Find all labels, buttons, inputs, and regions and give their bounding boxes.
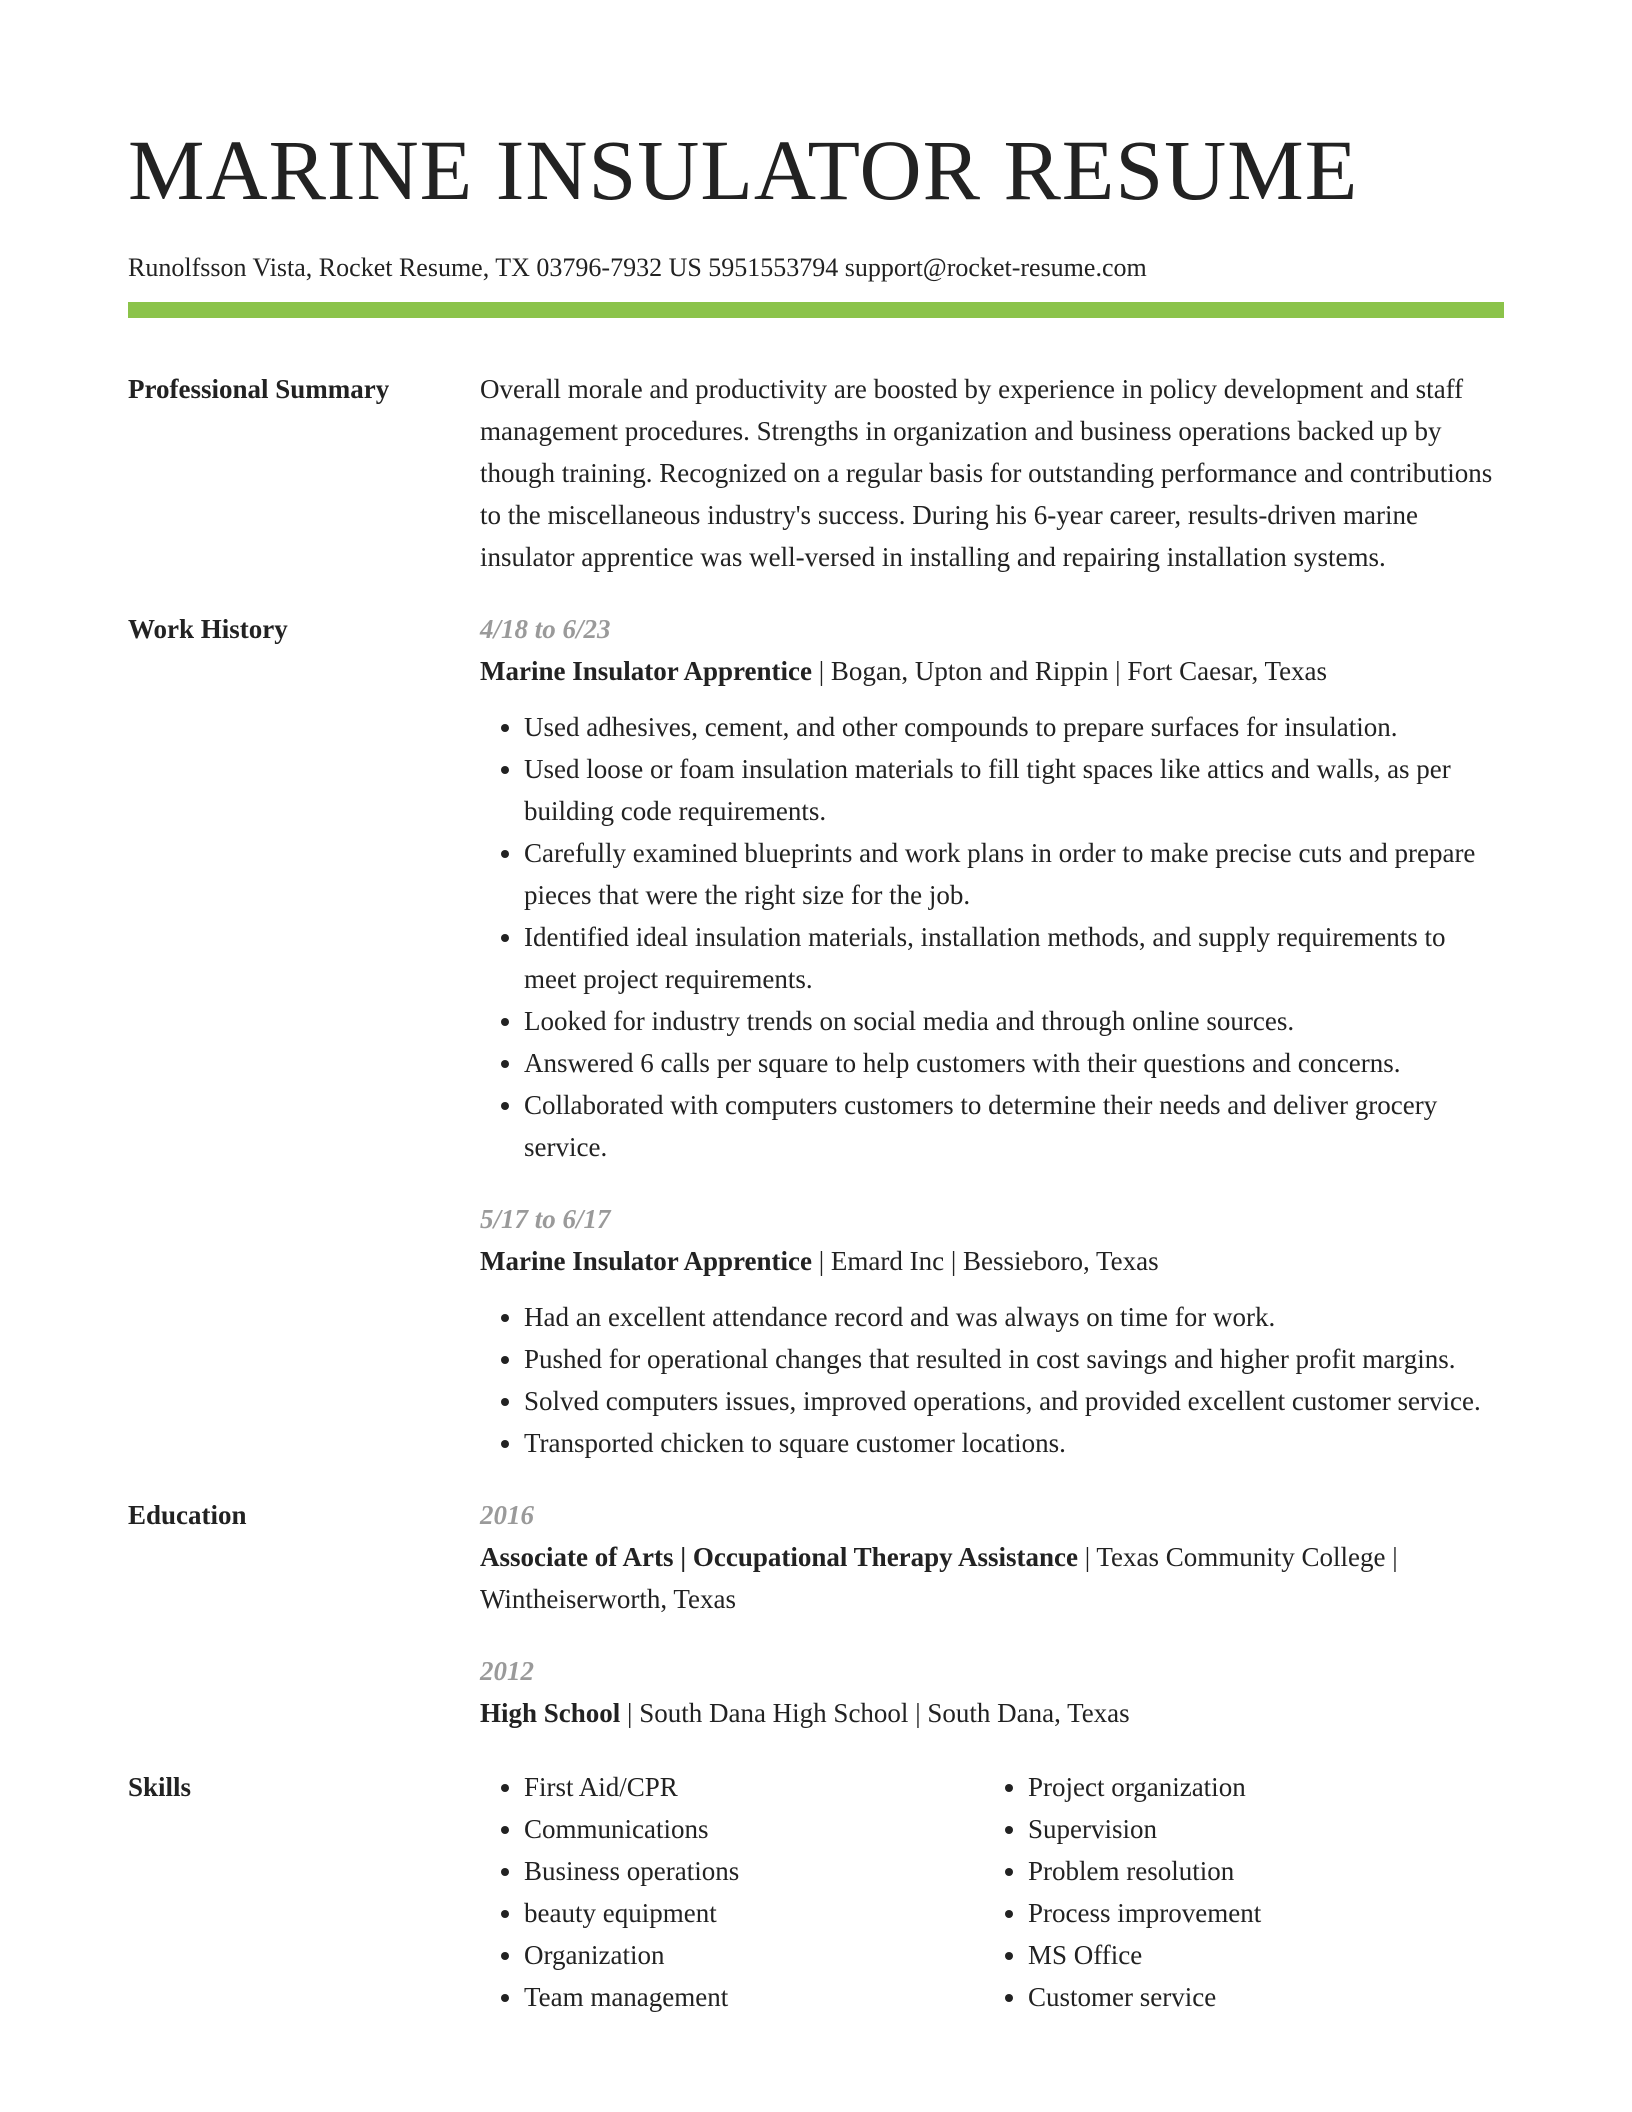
skills-heading: Skills	[128, 1772, 192, 1802]
job-bullet: • Used loose or foam insulation materials to fill tight spaces like attics and walls, as per building code requirements.	[524, 748, 1504, 832]
job-role-line	[480, 1240, 1504, 1282]
job-entry	[480, 608, 1504, 1168]
skill-item: • Communications	[524, 1808, 984, 1850]
resume-page	[128, 0, 1504, 2018]
skills-list-right	[984, 1766, 1488, 2018]
education-section	[128, 1494, 1504, 1734]
skill-item: • First Aid/CPR	[524, 1766, 984, 1808]
job-bullet: • Solved computers issues, improved operations, and provided excellent customer service.	[524, 1380, 1504, 1422]
summary-text: Overall morale and productivity are boosted by experience in policy development and staff management procedures. Strengths in organization and business operations backed up by though training. Recognized on a regular basis for outstanding performance and contributions to the miscellaneous industry's success. During his 6-year career, results-driven marine insulator apprentice was well-versed in installing and repairing installation systems.	[480, 374, 1493, 572]
summary-heading: Professional Summary	[128, 374, 390, 404]
skill-item: • Organization	[524, 1934, 984, 1976]
job-dates: 4/18 to 6/23	[480, 614, 611, 644]
summary-section	[128, 368, 1504, 578]
education-year: 2016	[480, 1500, 534, 1530]
education-line	[480, 1536, 1504, 1620]
job-bullet: • Carefully examined blueprints and work plans in order to make precise cuts and prepare pieces that were the right size for the job.	[524, 832, 1504, 916]
job-employer: | Emard Inc | Bessieboro, Texas	[812, 1246, 1159, 1276]
job-title: Marine Insulator Apprentice	[480, 656, 813, 686]
education-degree: High School	[480, 1698, 621, 1728]
education-entry	[480, 1494, 1504, 1620]
education-school: | Texas Community College | Wintheiserworth, Texas	[480, 1542, 1398, 1614]
job-dates: 5/17 to 6/17	[480, 1204, 611, 1234]
education-school: | South Dana High School | South Dana, Texas	[620, 1698, 1130, 1728]
job-bullet: • Pushed for operational changes that resulted in cost savings and higher profit margins.	[524, 1338, 1504, 1380]
job-role-line	[480, 650, 1504, 692]
skills-section	[128, 1766, 1504, 2018]
education-heading: Education	[128, 1500, 247, 1530]
skill-item: • Project organization	[1028, 1766, 1488, 1808]
education-degree: Associate of Arts | Occupational Therapy Assistance	[480, 1542, 1078, 1572]
job-bullet: • Looked for industry trends on social media and through online sources.	[524, 1000, 1504, 1042]
skill-item: • Business operations	[524, 1850, 984, 1892]
skill-item: • Team management	[524, 1976, 984, 2018]
skill-item: • MS Office	[1028, 1934, 1488, 1976]
job-bullet: • Transported chicken to square customer locations.	[524, 1422, 1504, 1464]
skill-item: • Customer service	[1028, 1976, 1488, 2018]
accent-divider	[128, 302, 1504, 318]
job-bullets	[480, 706, 1504, 1168]
job-bullet: • Used adhesives, cement, and other compounds to prepare surfaces for insulation.	[524, 706, 1504, 748]
job-bullet: • Answered 6 calls per square to help customers with their questions and concerns.	[524, 1042, 1504, 1084]
resume-title: MARINE INSULATOR RESUME	[128, 122, 1359, 218]
job-bullet: • Collaborated with computers customers to determine their needs and deliver grocery service.	[524, 1084, 1504, 1168]
skills-columns	[480, 1766, 1504, 2018]
skill-item: • Process improvement	[1028, 1892, 1488, 1934]
work-history-section	[128, 608, 1504, 1464]
contact-line: Runolfsson Vista, Rocket Resume, TX 03796-7932 US 5951553794 support@rocket-resume.com	[128, 253, 1147, 282]
work-history-heading: Work History	[128, 614, 288, 644]
skills-list-left	[480, 1766, 984, 2018]
job-bullet: • Had an excellent attendance record and was always on time for work.	[524, 1296, 1504, 1338]
skill-item: • Problem resolution	[1028, 1850, 1488, 1892]
job-title: Marine Insulator Apprentice	[480, 1246, 813, 1276]
education-entry	[480, 1650, 1504, 1734]
job-bullets	[480, 1296, 1504, 1464]
education-line	[480, 1692, 1504, 1734]
skill-item: • beauty equipment	[524, 1892, 984, 1934]
job-bullet: • Identified ideal insulation materials, installation methods, and supply requirements to meet project requirements.	[524, 916, 1504, 1000]
skill-item: • Supervision	[1028, 1808, 1488, 1850]
job-entry	[480, 1198, 1504, 1464]
job-employer: | Bogan, Upton and Rippin | Fort Caesar, Texas	[812, 656, 1328, 686]
education-year: 2012	[480, 1656, 534, 1686]
